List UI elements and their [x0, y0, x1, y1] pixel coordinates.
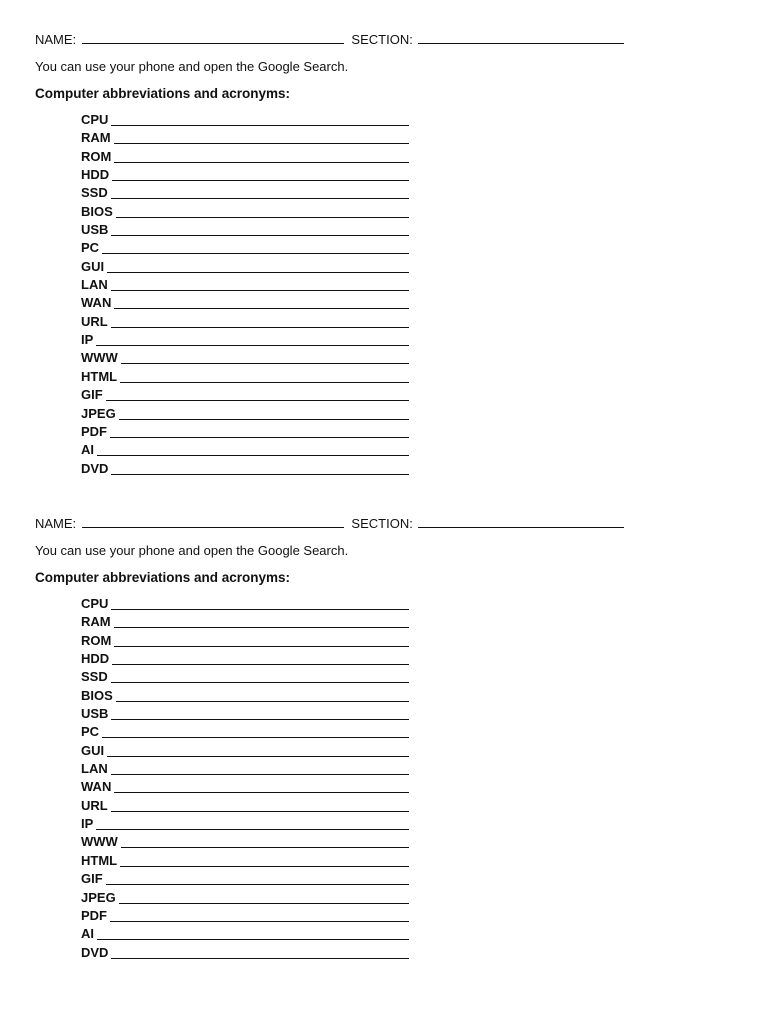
item-term: HTML: [81, 852, 118, 868]
answer-blank[interactable]: [119, 419, 409, 420]
item-term: ROM: [81, 632, 112, 648]
header-line: [35, 31, 628, 49]
answer-blank[interactable]: [107, 756, 409, 757]
answer-blank[interactable]: [111, 811, 409, 812]
answer-blank[interactable]: [119, 903, 409, 904]
answer-blank[interactable]: [97, 455, 409, 456]
answer-blank[interactable]: [106, 400, 409, 401]
section-heading: Computer abbreviations and acronyms:: [35, 570, 291, 585]
item-term: WAN: [81, 295, 112, 311]
answer-blank[interactable]: [111, 774, 409, 775]
answer-blank[interactable]: [114, 792, 409, 793]
item-term: ROM: [81, 148, 112, 164]
instruction-text: You can use your phone and open the Google Search.: [35, 59, 349, 74]
item-term: LAN: [81, 277, 108, 293]
item-term: BIOS: [81, 203, 113, 219]
answer-blank[interactable]: [102, 737, 409, 738]
answer-blank[interactable]: [114, 143, 409, 144]
answer-blank[interactable]: [116, 701, 409, 702]
answer-blank[interactable]: [111, 125, 409, 126]
answer-blank[interactable]: [110, 437, 409, 438]
item-term: IP: [81, 332, 94, 348]
name-blank[interactable]: [82, 515, 344, 528]
answer-blank[interactable]: [111, 682, 409, 683]
item-term: SSD: [81, 185, 108, 201]
answer-blank[interactable]: [111, 327, 409, 328]
answer-blank[interactable]: [111, 290, 409, 291]
answer-blank[interactable]: [121, 847, 409, 848]
item-term: LAN: [81, 761, 108, 777]
answer-blank[interactable]: [114, 627, 409, 628]
name-label: NAME:: [35, 32, 77, 47]
answer-blank[interactable]: [111, 474, 409, 475]
item-term: URL: [81, 313, 108, 329]
item-term: PC: [81, 240, 100, 256]
item-term: HDD: [81, 651, 110, 667]
answer-blank[interactable]: [111, 958, 409, 959]
answer-blank[interactable]: [112, 180, 409, 181]
item-term: SSD: [81, 669, 108, 685]
answer-blank[interactable]: [97, 939, 409, 940]
answer-blank[interactable]: [110, 921, 409, 922]
item-term: JPEG: [81, 889, 116, 905]
answer-blank[interactable]: [111, 198, 409, 199]
item-term: HDD: [81, 167, 110, 183]
answer-blank[interactable]: [106, 884, 409, 885]
answer-blank[interactable]: [114, 646, 409, 647]
answer-blank[interactable]: [112, 664, 409, 665]
answer-blank[interactable]: [96, 345, 409, 346]
item-term: PDF: [81, 907, 107, 923]
item-term: IP: [81, 816, 94, 832]
item-term: USB: [81, 222, 109, 238]
item-term: RAM: [81, 614, 111, 630]
answer-blank[interactable]: [102, 253, 409, 254]
instruction-text: You can use your phone and open the Google Search.: [35, 543, 349, 558]
answer-blank[interactable]: [120, 866, 409, 867]
answer-blank[interactable]: [120, 382, 409, 383]
item-term: RAM: [81, 130, 111, 146]
item-term: GUI: [81, 258, 105, 274]
item-term: AI: [81, 926, 94, 942]
section-blank[interactable]: [418, 515, 624, 528]
item-term: PDF: [81, 423, 107, 439]
answer-blank[interactable]: [114, 308, 409, 309]
item-term: WWW: [81, 350, 118, 366]
item-term: DVD: [81, 460, 109, 476]
section-label: SECTION:: [351, 32, 413, 47]
answer-blank[interactable]: [111, 235, 409, 236]
item-term: WWW: [81, 834, 118, 850]
name-label: NAME:: [35, 516, 77, 531]
item-term: CPU: [81, 596, 109, 611]
item-term: WAN: [81, 779, 112, 795]
item-term: GUI: [81, 742, 105, 758]
item-term: HTML: [81, 368, 118, 384]
item-term: GIF: [81, 387, 103, 403]
section-heading: Computer abbreviations and acronyms:: [35, 86, 291, 101]
name-blank[interactable]: [82, 31, 344, 44]
item-term: DVD: [81, 944, 109, 960]
answer-blank[interactable]: [116, 217, 409, 218]
answer-blank[interactable]: [111, 719, 409, 720]
item-term: USB: [81, 706, 109, 722]
item-term: BIOS: [81, 687, 113, 703]
item-term: URL: [81, 797, 108, 813]
section-label: SECTION:: [351, 516, 413, 531]
item-term: CPU: [81, 112, 109, 127]
answer-blank[interactable]: [121, 363, 409, 364]
item-term: AI: [81, 442, 94, 458]
answer-blank[interactable]: [107, 272, 409, 273]
header-line: [35, 515, 628, 533]
item-term: GIF: [81, 871, 103, 887]
answer-blank[interactable]: [114, 162, 409, 163]
answer-blank[interactable]: [111, 609, 409, 610]
answer-blank[interactable]: [96, 829, 409, 830]
item-term: JPEG: [81, 405, 116, 421]
item-term: PC: [81, 724, 100, 740]
section-blank[interactable]: [418, 31, 624, 44]
